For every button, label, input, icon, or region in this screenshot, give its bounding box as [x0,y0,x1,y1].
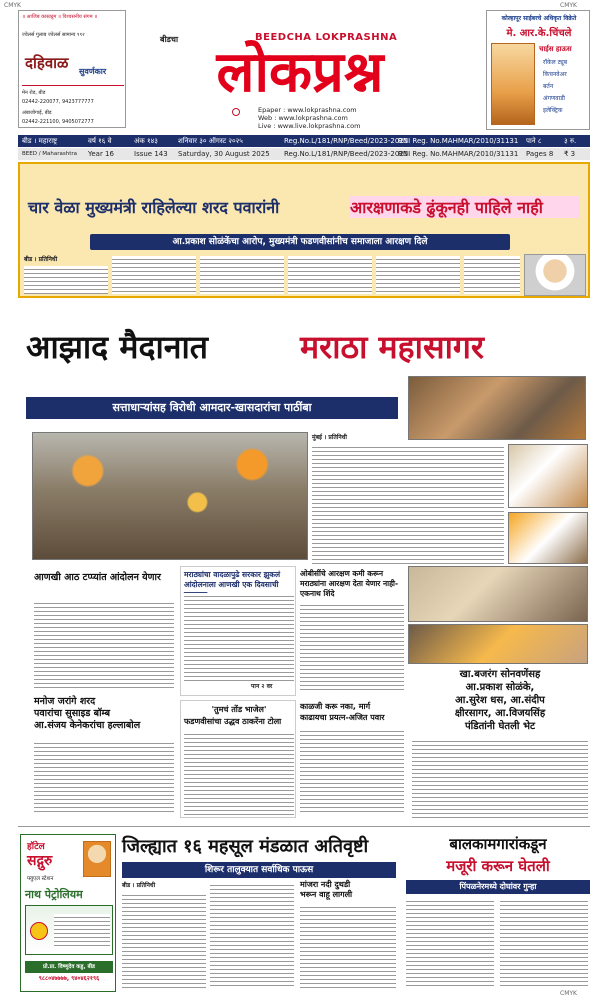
photo-leaders-5 [408,624,588,664]
column-text [312,444,504,564]
right-ad [486,10,590,130]
fuel-logo-icon [30,922,48,940]
caption-line: क्षीरसागर, आ.विजयसिंह [454,708,546,719]
column-text [500,898,588,988]
column-text [54,914,110,948]
right-ad-item: अंगणवाडी [543,95,565,102]
right-ad-item: बर्तन [543,83,554,90]
info-price-en: ₹ 3 [564,150,576,158]
info-place-en: BEED / Maharashtra [22,151,78,157]
story-s6-box [300,700,404,818]
crowd-photo [32,432,308,560]
info-place: बीड । महाराष्ट्र [22,137,58,145]
column-text [464,256,520,294]
story-s3-box [300,566,404,696]
info-date-en: Saturday, 30 August 2025 [178,150,270,158]
story-s5-box [180,700,296,818]
column-text [300,728,404,814]
caption-line: आ.प्रकाश सोळंके, [465,682,535,693]
left-ad-sub: ज्वेलर्स गुलाब ज्वेलर्स सामान्य ९९२ [22,32,85,38]
english-name: BEEDCHA LOKPRASHNA [255,32,398,43]
ad-phone: ९८८०४७७७७, ९४०४६२१९६ [38,975,100,982]
info-bar-english [18,148,590,160]
story-s8-subhead: पिंपळनेरमध्ये दोघांवर गुन्हा [406,880,590,894]
photo-leaders-4 [408,566,588,622]
story-s9-headline [300,880,396,900]
column-text [406,898,494,988]
divider [22,85,124,86]
story-s6-headline-a: काळजी करू नका, मार्ग [300,702,371,711]
ad-brand: नाथ पेट्रोलियम [25,888,83,901]
caption-line: खा.बजरंग सोनवणेंसह [459,669,541,680]
story-s2-headline: मराठ्यांचा वादळापुढे सरकार झुकलं आंदोलनाला आणखी एक दिवसाची [184,570,281,589]
left-ad-brand: दहिवाळ [25,54,69,72]
big-subhead: सत्ताधाऱ्यांसह विरोधी आमदार-खासदारांचा पाठींबा [26,397,398,419]
big-dateline: मुंबई । प्रतिनिधी [312,434,347,441]
right-ad-item: रॉकेल ट्यूब [543,59,568,66]
right-ad-brand: चाईस हाऊस [539,45,572,53]
column-text [300,904,396,988]
right-ad-item: किचनवेअर [543,71,567,78]
left-ad-phone2: 02442-221100, 9405072777 [22,119,94,125]
right-ad-line1: कोल्हापूर साईबरचे अधिकृत विक्रेते [501,15,577,22]
info-issue-en: Issue 143 [134,150,168,158]
headline-line: आ.संजय केनेकरांचा हल्लाबोल [34,720,141,731]
cmyk-mark: CMYK [560,990,577,997]
product-pack-image [491,43,535,125]
story-s4-headline [34,696,174,732]
city-tag: बीडचा [160,35,179,44]
left-ad-brand-sub: सुवर्णकार [79,67,107,76]
caption-block [412,668,588,733]
big-headline-b: मराठा महासागर [300,328,484,366]
lead-dateline: बीड । प्रतिनिधी [24,256,58,263]
lead-subhead: आ.प्रकाश सोळंकेंचा आरोप, मुख्यमंत्री फडणवीसांनीच समाजाला आरक्षण दिले [90,234,510,250]
info-reg2: RNI Reg. No.MAHMAR/2010/31131 [398,137,519,145]
story-s7-subhead: शिरूर तालुक्यात सर्वाधिक पाऊस [122,862,396,878]
epaper-link[interactable]: Epaper : www.lokprashna.com [258,106,357,114]
left-ad [18,10,126,128]
info-reg1-en: Reg.No.L/181/RNP/Beed/2023-2025 [284,150,409,158]
masthead-title: लोकप्रश्न [216,40,384,105]
ad-portrait [83,841,111,877]
story-s7-headline: जिल्ह्यात १६ महसूल मंडळात अतिवृष्टी [122,836,369,857]
ad-hotel: हॉटेल [27,842,45,852]
info-reg1: Reg.No.L/181/RNP/Beed/2023-2025 [284,137,409,145]
story-s6-headline-b: काढायचा प्रयत्न-अजित पवार [300,713,385,722]
info-pages: पाने ८ [526,137,542,145]
web-link[interactable]: Web : www.lokprashna.com [258,114,348,122]
column-text [210,882,294,988]
globe-icon [232,108,240,116]
left-ad-top: ॥ आजिब कास्ट्यूम ॥ विश्वसनीय संगम ॥ [22,14,98,20]
bottom-ad [20,834,116,992]
left-ad-addr2: अंबाजोगाई, बीड [22,110,52,116]
ad-prop: प्रो.प्रा. विष्णुदेव कडु, बीड [25,961,113,973]
lead-headline-b: आरक्षणाकडे ढुंकूनही पाहिले नाही [350,196,580,218]
headline-line: पवारांचा सुसाइड बॉम्ब [34,708,111,719]
info-issue: अंक १४३ [134,137,158,145]
column-text [112,256,196,294]
headline-line: मनोज जरांगे शरद [34,696,96,707]
big-headline-a: आझाद मैदानात [26,328,209,366]
lead-story-panel [18,162,590,298]
info-bar-marathi [18,135,590,147]
s7-dateline: बीड । प्रतिनिधी [122,882,156,889]
photo-leaders-3 [508,512,588,564]
info-pages-en: Pages 8 [526,150,554,158]
info-year-en: Year 16 [88,150,114,158]
continued-note: पान २ वर [251,683,273,690]
info-date: शनिवार ३० ऑगस्ट २०२५ [178,137,243,145]
right-ad-line2: मे. आर.के.चिंचले [506,28,572,39]
column-text [288,256,372,294]
headline-line: मांजरा नदी दुथडी [300,880,351,889]
headline-line: भरून वाहू लागली [300,890,353,899]
lead-headline-a: चार वेळा मुख्यमंत्री राहिलेल्या शरद पवारांनी [28,198,280,217]
portrait-photo [524,254,586,296]
photo-leaders-1 [408,376,586,440]
story-s5-headline-b: फडणवीसांचा उद्धव ठाकरेंना टोला [184,717,282,726]
caption-line: पंडितांनी घेतली भेट [464,721,536,732]
column-text [24,266,108,294]
story-s8-headline-b: मजूरी करून घेतली [446,857,550,875]
ad-logos [25,905,113,955]
left-ad-phone1: 02442-220077, 9423777777 [22,99,94,105]
live-link[interactable]: Live : www.live.lokprashna.com [258,122,361,130]
cmyk-mark: CMYK [4,2,21,9]
column-text [34,600,174,690]
info-reg2-en: RNI Reg. No.MAHMAR/2010/31131 [398,150,519,158]
info-price: ३ रु. [564,137,577,145]
cmyk-mark: CMYK [560,2,577,9]
right-ad-item: इलेक्ट्रिक [543,107,563,114]
story-s3-headline: ओबीसींचे आरक्षण कमी करून मराठ्यांना आरक्षण देता येणार नाही-एकनाथ शिंदे [300,569,399,598]
story-s8-headline-a: बालकामगारांकडून [449,835,547,853]
story-s2-box [180,566,296,696]
story-s1-headline: आणखी आठ टप्प्यांत आंदोलन येणार [34,572,161,583]
left-ad-addr1: मेन रोड, बीड [22,90,46,96]
story-s5-headline-a: 'तुमचं तोंड भाजेल' [211,705,267,714]
ad-name: सद्गुरु [27,853,53,869]
column-text [184,593,294,681]
photo-leaders-2 [508,444,588,508]
column-text [200,256,284,294]
info-year: वर्ष १६ वे [88,137,112,145]
divider [18,826,590,827]
column-text [34,740,174,814]
column-text [376,256,460,294]
column-text [412,738,588,818]
column-text [122,892,206,988]
ad-tag: फ्युएल स्टेशन [27,876,54,882]
column-text [300,602,404,692]
caption-line: आ.सुरेश धस, आ.संदीप [455,695,545,706]
column-text [184,731,294,815]
